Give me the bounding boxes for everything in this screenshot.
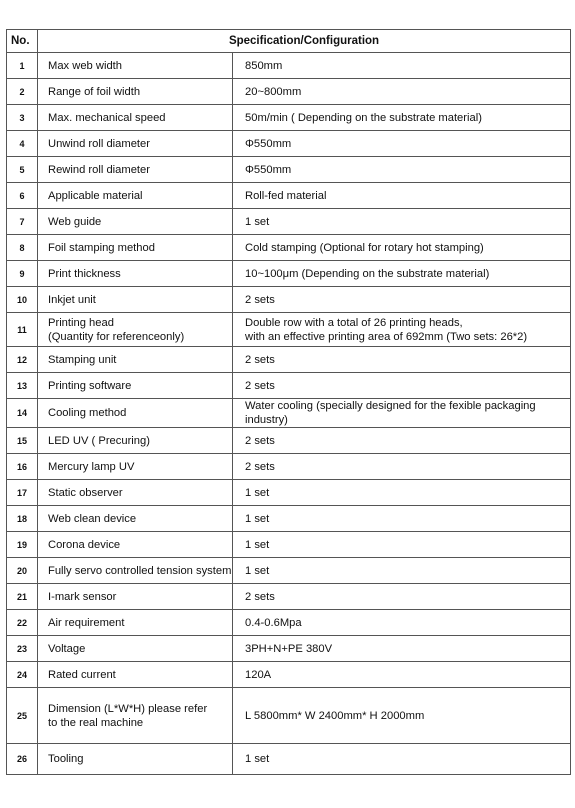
value-cell	[233, 209, 571, 235]
parameter-cell	[38, 662, 233, 688]
value-cell	[233, 157, 571, 183]
parameter-cell	[38, 183, 233, 209]
parameter-label: Voltage	[48, 642, 86, 655]
value-text: 1 set	[245, 753, 270, 765]
parameter-cell	[38, 636, 233, 662]
row-number: 24	[7, 662, 38, 688]
value-cell	[233, 744, 571, 775]
value-text: 10~100μm (Depending on the substrate material)	[245, 267, 490, 280]
value-cell	[233, 480, 571, 506]
value-text: 1 set	[245, 486, 270, 499]
parameter-cell	[38, 105, 233, 131]
parameter-label: Print thickness	[48, 267, 121, 280]
row-number: 7	[7, 209, 38, 235]
parameter-cell	[38, 744, 233, 775]
table-row	[7, 454, 571, 480]
parameter-label: Web clean device	[48, 512, 137, 525]
value-text: 1 set	[245, 538, 270, 551]
parameter-cell	[38, 480, 233, 506]
row-number: 17	[7, 480, 38, 506]
row-number: 26	[7, 744, 38, 775]
value-text: 2 sets	[245, 293, 275, 306]
table-row	[7, 558, 571, 584]
value-text: 850mm	[245, 59, 283, 72]
row-number: 12	[7, 347, 38, 373]
parameter-label: Web guide	[48, 215, 102, 228]
value-cell	[233, 131, 571, 157]
table-row	[7, 235, 571, 261]
parameter-cell	[38, 209, 233, 235]
value-text: 120A	[245, 668, 272, 681]
table-row	[7, 347, 571, 373]
row-number: 11	[7, 313, 38, 347]
value-cell	[233, 373, 571, 399]
row-number: 23	[7, 636, 38, 662]
table-row	[7, 506, 571, 532]
parameter-label: Unwind roll diameter	[48, 137, 150, 150]
value-text: 2 sets	[245, 460, 275, 473]
value-text: L 5800mm* W 2400mm* H 2000mm	[245, 709, 425, 722]
value-cell	[233, 558, 571, 584]
value-cell	[233, 105, 571, 131]
value-cell	[233, 287, 571, 313]
parameter-label: Rewind roll diameter	[48, 163, 150, 176]
row-number: 15	[7, 428, 38, 454]
parameter-label: Static observer	[48, 486, 123, 499]
parameter-cell	[38, 53, 233, 79]
value-cell	[233, 79, 571, 105]
parameter-cell	[38, 532, 233, 558]
parameter-label: Dimension (L*W*H) please refer	[48, 702, 208, 715]
row-number: 20	[7, 558, 38, 584]
table-row	[7, 373, 571, 399]
value-text: Cold stamping (Optional for rotary hot stamping)	[245, 241, 484, 254]
parameter-cell	[38, 610, 233, 636]
table-row	[7, 157, 571, 183]
parameter-label-line2: to the real machine	[48, 716, 144, 729]
value-text: 0.4-0.6Mpa	[245, 616, 302, 629]
table-row	[7, 53, 571, 79]
parameter-label: Rated current	[48, 668, 116, 681]
row-number: 19	[7, 532, 38, 558]
row-number: 5	[7, 157, 38, 183]
parameter-cell	[38, 373, 233, 399]
table-row	[7, 131, 571, 157]
parameter-label: LED UV ( Precuring)	[48, 434, 150, 447]
value-cell	[233, 688, 571, 744]
value-cell	[233, 261, 571, 287]
value-cell	[233, 584, 571, 610]
value-cell	[233, 313, 571, 347]
table-row	[7, 480, 571, 506]
parameter-label: Air requirement	[48, 616, 125, 629]
parameter-cell	[38, 454, 233, 480]
parameter-label: Range of foil width	[48, 85, 141, 98]
table-row	[7, 209, 571, 235]
parameter-label: Max. mechanical speed	[48, 111, 166, 124]
value-text: Water cooling (specially designed for the fexible packaging industry)	[245, 400, 536, 426]
table-row	[7, 688, 571, 744]
parameter-label: Applicable material	[48, 189, 143, 202]
value-text: 20~800mm	[245, 85, 302, 98]
specification-table	[6, 29, 571, 775]
value-cell	[233, 347, 571, 373]
row-number: 2	[7, 79, 38, 105]
value-cell	[233, 636, 571, 662]
table-row	[7, 584, 571, 610]
value-text: 1 set	[245, 215, 270, 228]
parameter-label: Mercury lamp UV	[48, 460, 135, 473]
value-text-line2: with an effective printing area of 692mm (Two sets: 26*2)	[245, 330, 528, 343]
value-text: 2 sets	[245, 379, 275, 392]
value-text: 2 sets	[245, 434, 275, 447]
value-text: Roll-fed material	[245, 189, 327, 202]
value-text: 1 set	[245, 564, 270, 577]
parameter-label: Cooling method	[48, 407, 127, 419]
value-cell	[233, 183, 571, 209]
row-number: 4	[7, 131, 38, 157]
parameter-cell	[38, 157, 233, 183]
parameter-cell	[38, 506, 233, 532]
table-body	[7, 53, 571, 775]
parameter-label: Stamping unit	[48, 353, 117, 366]
value-text: Double row with a total of 26 printing heads,	[245, 316, 463, 329]
row-number: 3	[7, 105, 38, 131]
parameter-cell	[38, 261, 233, 287]
parameter-cell	[38, 287, 233, 313]
row-number: 25	[7, 688, 38, 744]
table-row	[7, 428, 571, 454]
table-row	[7, 261, 571, 287]
parameter-cell	[38, 399, 233, 428]
value-cell	[233, 428, 571, 454]
value-cell	[233, 506, 571, 532]
table-row	[7, 399, 571, 428]
row-number: 18	[7, 506, 38, 532]
parameter-label: Printing head	[48, 316, 114, 329]
parameter-label: I-mark sensor	[48, 590, 117, 603]
parameter-label: Printing software	[48, 379, 132, 392]
value-cell	[233, 235, 571, 261]
value-cell	[233, 454, 571, 480]
table-row	[7, 744, 571, 775]
row-number: 9	[7, 261, 38, 287]
value-cell	[233, 610, 571, 636]
value-text: 2 sets	[245, 590, 275, 603]
parameter-label: Tooling	[48, 753, 84, 765]
table-header-row	[7, 30, 571, 53]
parameter-label-line2: (Quantity for referenceonly)	[48, 330, 185, 343]
row-number: 16	[7, 454, 38, 480]
table-row	[7, 313, 571, 347]
table-row	[7, 610, 571, 636]
value-text: Φ550mm	[245, 137, 292, 150]
row-number: 22	[7, 610, 38, 636]
value-cell	[233, 532, 571, 558]
header-no: No.	[7, 30, 38, 53]
parameter-cell	[38, 558, 233, 584]
parameter-cell	[38, 584, 233, 610]
table-row	[7, 532, 571, 558]
value-cell	[233, 399, 571, 428]
value-text: 50m/min ( Depending on the substrate material)	[245, 111, 482, 124]
row-number: 14	[7, 399, 38, 428]
table-row	[7, 636, 571, 662]
value-text: 3PH+N+PE 380V	[245, 642, 333, 655]
parameter-label: Corona device	[48, 538, 121, 551]
parameter-label: Max web width	[48, 59, 122, 72]
parameter-label: Fully servo controlled tension system	[48, 564, 232, 577]
parameter-cell	[38, 688, 233, 744]
header-specification: Specification/Configuration	[38, 30, 571, 53]
row-number: 21	[7, 584, 38, 610]
parameter-cell	[38, 313, 233, 347]
row-number: 10	[7, 287, 38, 313]
value-text: Φ550mm	[245, 163, 292, 176]
value-text: 1 set	[245, 512, 270, 525]
parameter-cell	[38, 347, 233, 373]
value-cell	[233, 662, 571, 688]
parameter-label: Inkjet unit	[48, 293, 96, 306]
value-cell	[233, 53, 571, 79]
parameter-cell	[38, 79, 233, 105]
parameter-cell	[38, 235, 233, 261]
parameter-cell	[38, 131, 233, 157]
table-row	[7, 105, 571, 131]
parameter-label: Foil stamping method	[48, 241, 155, 254]
value-text: 2 sets	[245, 353, 275, 366]
row-number: 1	[7, 53, 38, 79]
table-row	[7, 662, 571, 688]
table-row	[7, 183, 571, 209]
row-number: 8	[7, 235, 38, 261]
table-row	[7, 79, 571, 105]
row-number: 13	[7, 373, 38, 399]
parameter-cell	[38, 428, 233, 454]
table-row	[7, 287, 571, 313]
row-number: 6	[7, 183, 38, 209]
